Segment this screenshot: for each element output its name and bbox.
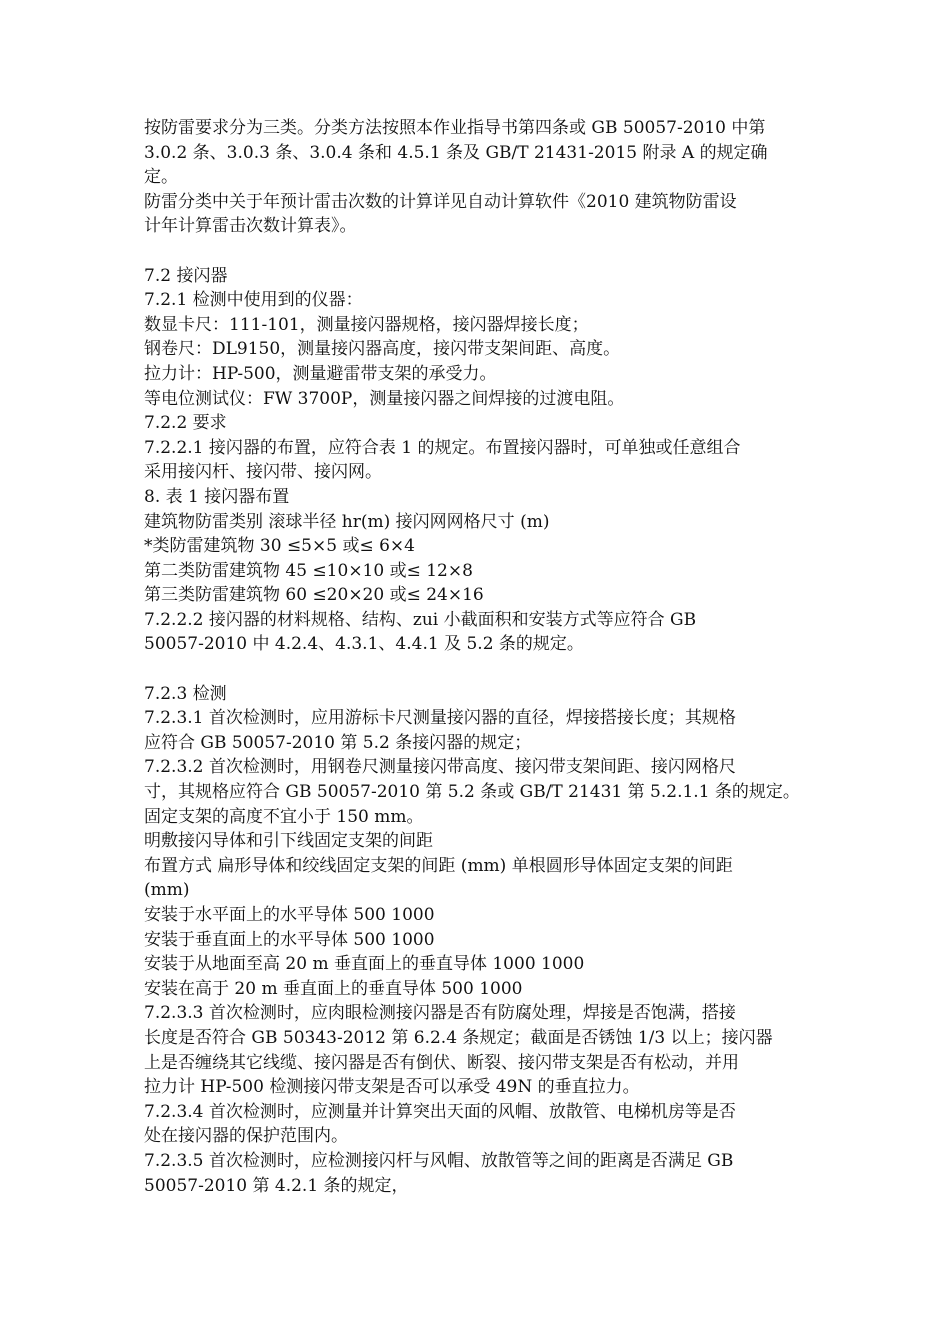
document-body bbox=[144, 116, 812, 1198]
text-line: 计年计算雷击次数计算表》。 bbox=[144, 216, 357, 237]
text-line: 7.2 接闪器 bbox=[144, 265, 228, 286]
text-line: 第三类防雷建筑物 60 ≤20×20 或≤ 24×16 bbox=[144, 585, 484, 606]
text-line: 7.2.3.1 首次检测时，应用游标卡尺测量接闪器的直径，焊接搭接长度；其规格 bbox=[144, 708, 736, 729]
text-line: 数显卡尺：111-101，测量接闪器规格，接闪器焊接长度； bbox=[144, 314, 589, 335]
text-line: 建筑物防雷类别 滚球半径 hr(m) 接闪网网格尺寸 (m) bbox=[144, 511, 550, 532]
text-line: 50057-2010 第 4.2.1 条的规定， bbox=[144, 1175, 409, 1196]
text-line: (mm) bbox=[144, 880, 190, 901]
text-line: 7.2.3.2 首次检测时，用钢卷尺测量接闪带高度、接闪带支架间距、接闪网格尺 bbox=[144, 757, 736, 778]
text-line: 7.2.3.3 首次检测时，应肉眼检测接闪器是否有防腐处理，焊接是否饱满，搭接 bbox=[144, 1003, 736, 1024]
text-line: 钢卷尺：DL9150，测量接闪器高度，接闪带支架间距、高度。 bbox=[144, 339, 621, 360]
text-line: 应符合 GB 50057-2010 第 5.2 条接闪器的规定； bbox=[144, 732, 532, 753]
text-line: 等电位测试仪：FW 3700P，测量接闪器之间焊接的过渡电阻。 bbox=[144, 388, 625, 409]
text-line: 安装于水平面上的水平导体 500 1000 bbox=[144, 905, 435, 925]
text-line: 3.0.2 条、3.0.3 条、3.0.4 条和 4.5.1 条及 GB/T 21431-2015 附录 A 的规定确 bbox=[144, 142, 768, 163]
text-line: 7.2.3.4 首次检测时，应测量并计算突出天面的风帽、放散管、电梯机房等是否 bbox=[144, 1101, 736, 1122]
text-line: 上是否缠绕其它线缆、接闪器是否有倒伏、断裂、接闪带支架是否有松动，并用 bbox=[144, 1052, 739, 1073]
text-line: 明敷接闪导体和引下线固定支架的间距 bbox=[144, 831, 433, 852]
text-line: 固定支架的高度不宜小于 150 mm。 bbox=[144, 806, 424, 827]
text-line: 拉力计：HP-500，测量避雷带支架的承受力。 bbox=[144, 363, 497, 384]
text-line: 拉力计 HP-500 检测接闪带支架是否可以承受 49N 的垂直拉力。 bbox=[144, 1077, 640, 1098]
text-line: 7.2.3.5 首次检测时，应检测接闪杆与风帽、放散管等之间的距离是否满足 GB bbox=[144, 1150, 734, 1171]
text-line: 第二类防雷建筑物 45 ≤10×10 或≤ 12×8 bbox=[144, 560, 473, 581]
text-line: 采用接闪杆、接闪带、接闪网。 bbox=[144, 462, 382, 483]
blank-line bbox=[144, 657, 812, 682]
text-line: 处在接闪器的保护范围内。 bbox=[144, 1126, 348, 1147]
text-line: 7.2.2.1 接闪器的布置，应符合表 1 的规定。布置接闪器时，可单独或任意组合 bbox=[144, 437, 741, 458]
text-line: 布置方式 扁形导体和绞线固定支架的间距 (mm) 单根圆形导体固定支架的间距 bbox=[144, 855, 733, 876]
text-line: 7.2.2.2 接闪器的材料规格、结构、zui 小截面积和安装方式等应符合 GB bbox=[144, 609, 697, 630]
text-line: 50057-2010 中 4.2.4、4.3.1、4.4.1 及 5.2 条的规定。 bbox=[144, 634, 584, 655]
text-line: 寸，其规格应符合 GB 50057-2010 第 5.2 条或 GB/T 21431 第 5.2.1.1 条的规定。 bbox=[144, 782, 800, 803]
text-line: 7.2.3 检测 bbox=[144, 683, 227, 704]
text-line: 安装于垂直面上的水平导体 500 1000 bbox=[144, 929, 435, 950]
text-line: *类防雷建筑物 30 ≤5×5 或≤ 6×4 bbox=[144, 536, 415, 557]
text-line: 7.2.1 检测中使用到的仪器： bbox=[144, 290, 363, 311]
text-line: 安装在高于 20 m 垂直面上的垂直导体 500 1000 bbox=[144, 978, 523, 999]
text-line: 定。 bbox=[144, 167, 178, 188]
text-line: 8. 表 1 接闪器布置 bbox=[144, 486, 290, 507]
blank-line bbox=[144, 239, 812, 264]
text-line: 7.2.2 要求 bbox=[144, 413, 227, 434]
text-line: 安装于从地面至高 20 m 垂直面上的垂直导体 1000 1000 bbox=[144, 954, 585, 975]
text-line: 长度是否符合 GB 50343-2012 第 6.2.4 条规定；截面是否锈蚀 1/3 以上；接闪器 bbox=[144, 1027, 773, 1048]
text-line: 防雷分类中关于年预计雷击次数的计算详见自动计算软件《2010 建筑物防雷设 bbox=[144, 191, 737, 212]
text-line: 按防雷要求分为三类。分类方法按照本作业指导书第四条或 GB 50057-2010 中第 bbox=[144, 118, 766, 138]
